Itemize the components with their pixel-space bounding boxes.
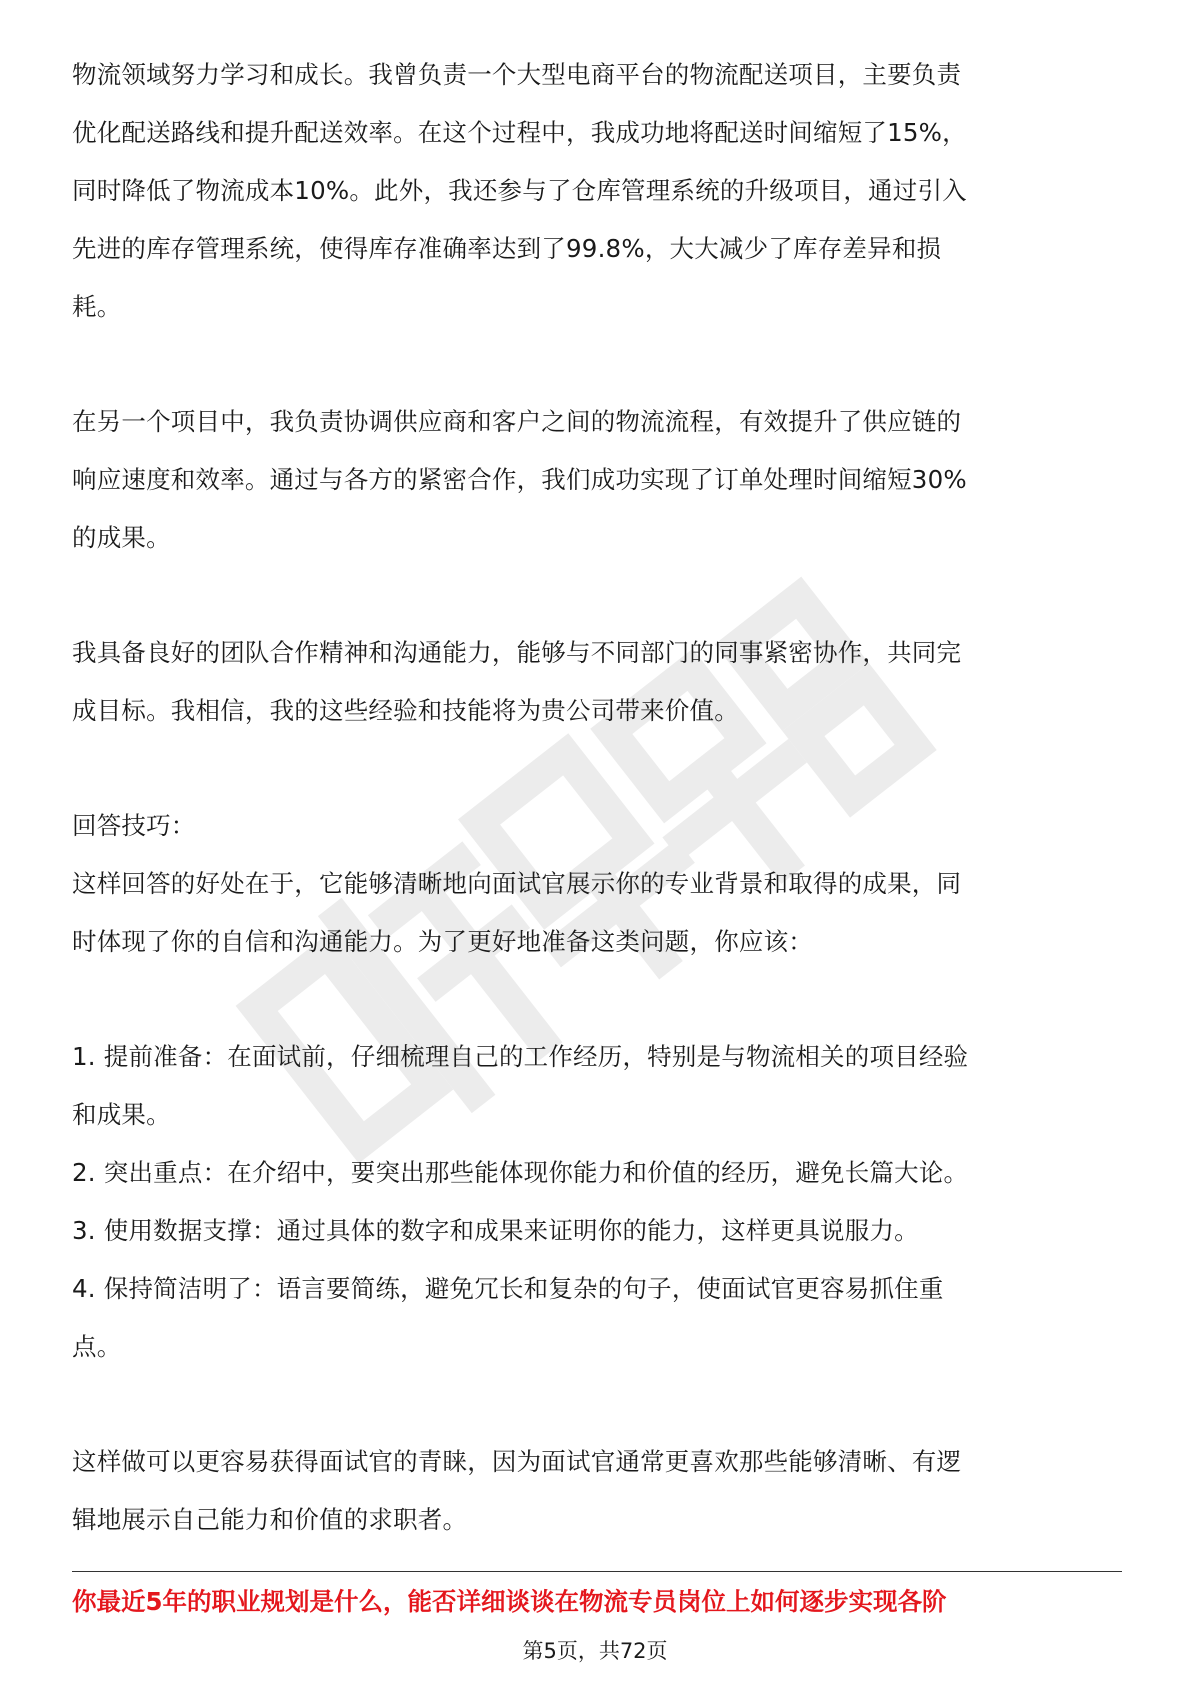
tips-numbered-list xyxy=(72,1028,1122,1376)
text-line: 耗。 xyxy=(72,292,122,321)
next-question-heading: 你最近5年的职业规划是什么，能否详细谈谈在物流专员岗位上如何逐步实现各阶 xyxy=(72,1587,947,1616)
paragraph-teamwork xyxy=(72,624,1122,740)
text-line: 时体现了你的自信和沟通能力。为了更好地准备这类问题，你应该： xyxy=(72,927,813,956)
paragraph-supply-chain-project xyxy=(72,393,1122,567)
text-line: 同时降低了物流成本10%。此外，我还参与了仓库管理系统的升级项目，通过引入 xyxy=(72,176,967,205)
text-line: 响应速度和效率。通过与各方的紧密合作，我们成功实现了订单处理时间缩短30% xyxy=(72,465,967,494)
paragraph-logistics-experience xyxy=(72,46,1122,336)
list-item: 2. 突出重点：在介绍中，要突出那些能体现你能力和价值的经历，避免长篇大论。 xyxy=(72,1158,969,1187)
document-body xyxy=(72,46,1122,1549)
paragraph-spacer xyxy=(72,971,1122,1028)
paragraph-spacer xyxy=(72,336,1122,393)
section-answer-tips xyxy=(72,797,1122,971)
text-line: 在另一个项目中，我负责协调供应商和客户之间的物流流程，有效提升了供应链的 xyxy=(72,407,962,436)
list-item-continuation: 和成果。 xyxy=(72,1100,171,1129)
list-item: 1. 提前准备：在面试前，仔细梳理自己的工作经历，特别是与物流相关的项目经验 xyxy=(72,1042,969,1071)
paragraph-spacer xyxy=(72,1376,1122,1433)
footer-divider xyxy=(72,1571,1122,1572)
tips-heading: 回答技巧： xyxy=(72,811,196,840)
page-number: 第5页，共72页 xyxy=(522,1639,668,1663)
text-line: 物流领域努力学习和成长。我曾负责一个大型电商平台的物流配送项目，主要负责 xyxy=(72,60,962,89)
paragraph-spacer xyxy=(72,740,1122,797)
text-line: 我具备良好的团队合作精神和沟通能力，能够与不同部门的同事紧密协作，共同完 xyxy=(72,638,962,667)
text-line: 这样做可以更容易获得面试官的青睐，因为面试官通常更喜欢那些能够清晰、有逻 xyxy=(72,1447,962,1476)
list-item: 3. 使用数据支撑：通过具体的数字和成果来证明你的能力，这样更具说服力。 xyxy=(72,1216,919,1245)
text-line: 成目标。我相信，我的这些经验和技能将为贵公司带来价值。 xyxy=(72,696,739,725)
text-line: 优化配送路线和提升配送效率。在这个过程中，我成功地将配送时间缩短了15%， xyxy=(72,118,967,147)
text-line: 的成果。 xyxy=(72,523,171,552)
paragraph-spacer xyxy=(72,567,1122,624)
text-line: 辑地展示自己能力和价值的求职者。 xyxy=(72,1505,468,1534)
text-line: 这样回答的好处在于，它能够清晰地向面试官展示你的专业背景和取得的成果，同 xyxy=(72,869,962,898)
paragraph-conclusion xyxy=(72,1433,1122,1549)
list-item-continuation: 点。 xyxy=(72,1332,122,1361)
list-item: 4. 保持简洁明了：语言要简练，避免冗长和复杂的句子，使面试官更容易抓住重 xyxy=(72,1274,944,1303)
text-line: 先进的库存管理系统，使得库存准确率达到了99.8%，大大减少了库存差异和损 xyxy=(72,234,942,263)
